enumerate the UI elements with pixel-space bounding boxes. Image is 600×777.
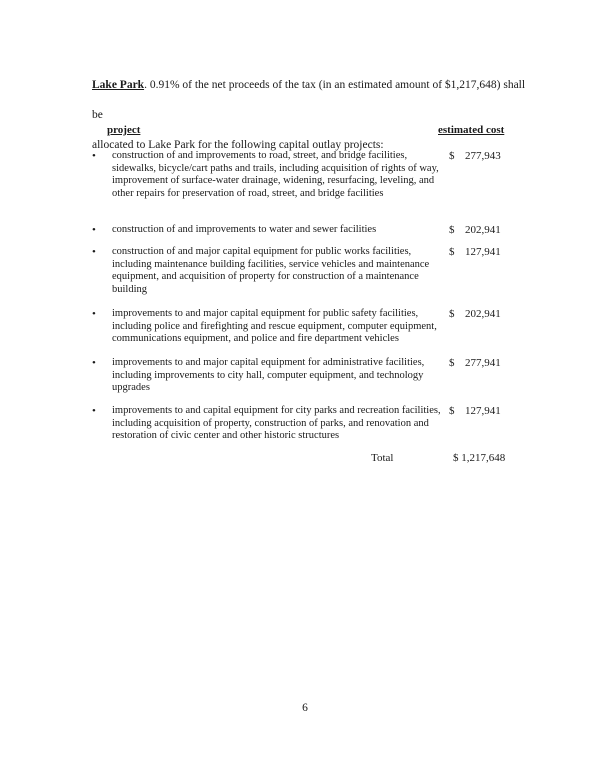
project-cost bbox=[449, 357, 523, 370]
cost-value: 277,941 bbox=[465, 357, 501, 369]
bullet-icon: • bbox=[92, 246, 96, 258]
cost-value: 127,941 bbox=[465, 246, 501, 258]
project-cost bbox=[449, 150, 523, 163]
total-amount: $ 1,217,648 bbox=[453, 452, 506, 464]
bullet-icon: • bbox=[92, 357, 96, 369]
cost-value: 202,941 bbox=[465, 224, 501, 236]
project-description: construction of and improvements to road, street, and bridge facilities, sidewalks, bicycle/cart paths and trails, including acquisition of rights of way, improvement of surface-water drainage, widening, resurfacing, leveling, and other repairs for preservation of road, street, and bridge facilities bbox=[112, 150, 439, 199]
project-description: improvements to and capital equipment for city parks and recreation facilities, including acquisition of property, construction of parks, and renovation and restoration of civic center and other historic structures bbox=[112, 405, 441, 441]
bullet-icon: • bbox=[92, 308, 96, 320]
project-description: construction of and improvements to water and sewer facilities bbox=[112, 224, 377, 235]
dollar-sign: $ bbox=[449, 357, 455, 369]
place-name: Lake Park bbox=[92, 79, 145, 91]
total-label: Total bbox=[371, 452, 394, 464]
project-cost bbox=[449, 405, 523, 418]
project-cost bbox=[449, 246, 523, 259]
bullet-icon: • bbox=[92, 405, 96, 417]
bullet-icon: • bbox=[92, 150, 96, 162]
dollar-sign: $ bbox=[449, 405, 455, 417]
cost-value: 277,943 bbox=[465, 150, 501, 162]
intro-line-1 bbox=[92, 70, 532, 130]
project-cost bbox=[449, 308, 523, 321]
intro-line-2: allocated to Lake Park for the following capital outlay projects: bbox=[92, 139, 384, 151]
project-description: improvements to and major capital equipment for public safety facilities, including police and firefighting and rescue equipment, computer equipment, communications equipment, and police and fire department vehicles bbox=[112, 308, 437, 344]
dollar-sign: $ bbox=[449, 246, 455, 258]
page-number: 6 bbox=[302, 702, 308, 714]
dollar-sign: $ bbox=[449, 308, 455, 320]
dollar-sign: $ bbox=[449, 150, 455, 162]
dollar-sign: $ bbox=[449, 224, 455, 236]
project-description: improvements to and major capital equipment for administrative facilities, including improvements to city hall, computer equipment, and technology upgrades bbox=[112, 357, 425, 393]
bullet-icon: • bbox=[92, 224, 96, 236]
cost-value: 202,941 bbox=[465, 308, 501, 320]
project-column-header: project bbox=[107, 124, 141, 136]
estimated-cost-column-header: estimated cost bbox=[438, 124, 505, 136]
project-description: construction of and major capital equipment for public works facilities, including maintenance building facilities, service vehicles and maintenance equipment, and acquisition of property for construction of a maintenance building bbox=[112, 246, 430, 295]
cost-value: 127,941 bbox=[465, 405, 501, 417]
intro-paragraph bbox=[92, 70, 532, 160]
project-cost bbox=[449, 224, 523, 237]
intro-line-1-text: . 0.91% of the net proceeds of the tax (in an estimated amount of $1,217,648) shall be bbox=[92, 79, 526, 121]
